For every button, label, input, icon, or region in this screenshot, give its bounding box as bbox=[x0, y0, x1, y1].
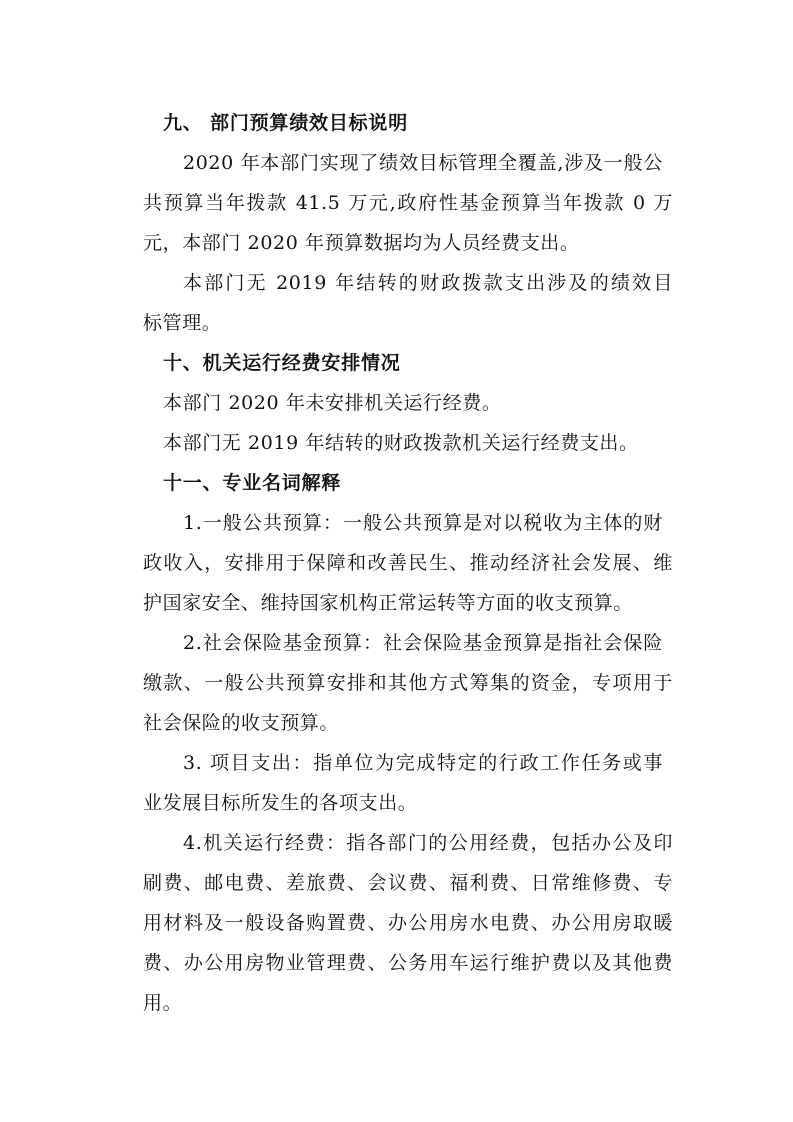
paragraph-line: 2020 年本部门实现了绩效目标管理全覆盖,涉及一般公 bbox=[183, 152, 663, 174]
section-heading-10: 十、机关运行经费安排情况 bbox=[163, 352, 401, 374]
paragraph-line: 业发展目标所发生的各项支出。 bbox=[143, 792, 418, 814]
paragraph-line: 本部门 2020 年未安排机关运行经费。 bbox=[163, 392, 502, 414]
section-heading-11: 十一、专业名词解释 bbox=[163, 472, 342, 494]
paragraph-line: 用。 bbox=[143, 992, 183, 1014]
paragraph-line: 社会保险的收支预算。 bbox=[143, 712, 340, 734]
paragraph-line: 2.社会保险基金预算：社会保险基金预算是指社会保险 bbox=[183, 632, 663, 654]
paragraph-line: 3. 项目支出：指单位为完成特定的行政工作任务或事 bbox=[183, 752, 663, 774]
paragraph-line: 缴款、一般公共预算安排和其他方式筹集的资金，专项用于 bbox=[143, 672, 673, 694]
paragraph-line: 刷费、邮电费、差旅费、会议费、福利费、日常维修费、专 bbox=[143, 872, 673, 894]
paragraph-line: 元，本部门 2020 年预算数据均为人员经费支出。 bbox=[143, 232, 580, 254]
section-heading-9: 九、 部门预算绩效目标说明 bbox=[163, 112, 409, 134]
paragraph-line: 标管理。 bbox=[143, 312, 222, 334]
paragraph-line: 用材料及一般设备购置费、办公用房水电费、办公用房取暖 bbox=[143, 912, 673, 934]
paragraph-line: 本部门无 2019 年结转的财政拨款机关运行经费支出。 bbox=[163, 432, 639, 454]
paragraph-line: 4.机关运行经费：指各部门的公用经费，包括办公及印 bbox=[183, 832, 673, 854]
paragraph-line: 本部门无 2019 年结转的财政拨款支出涉及的绩效目 bbox=[183, 272, 673, 294]
paragraph-line: 护国家安全、维持国家机构正常运转等方面的收支预算。 bbox=[143, 592, 634, 614]
paragraph-line: 1.一般公共预算：一般公共预算是对以税收为主体的财 bbox=[183, 512, 663, 534]
paragraph-line: 费、办公用房物业管理费、公务用车运行维护费以及其他费 bbox=[143, 952, 673, 974]
paragraph-line: 共预算当年拨款 41.5 万元,政府性基金预算当年拨款 0 万 bbox=[143, 192, 673, 214]
paragraph-line: 政收入，安排用于保障和改善民生、推动经济社会发展、维 bbox=[143, 552, 673, 574]
